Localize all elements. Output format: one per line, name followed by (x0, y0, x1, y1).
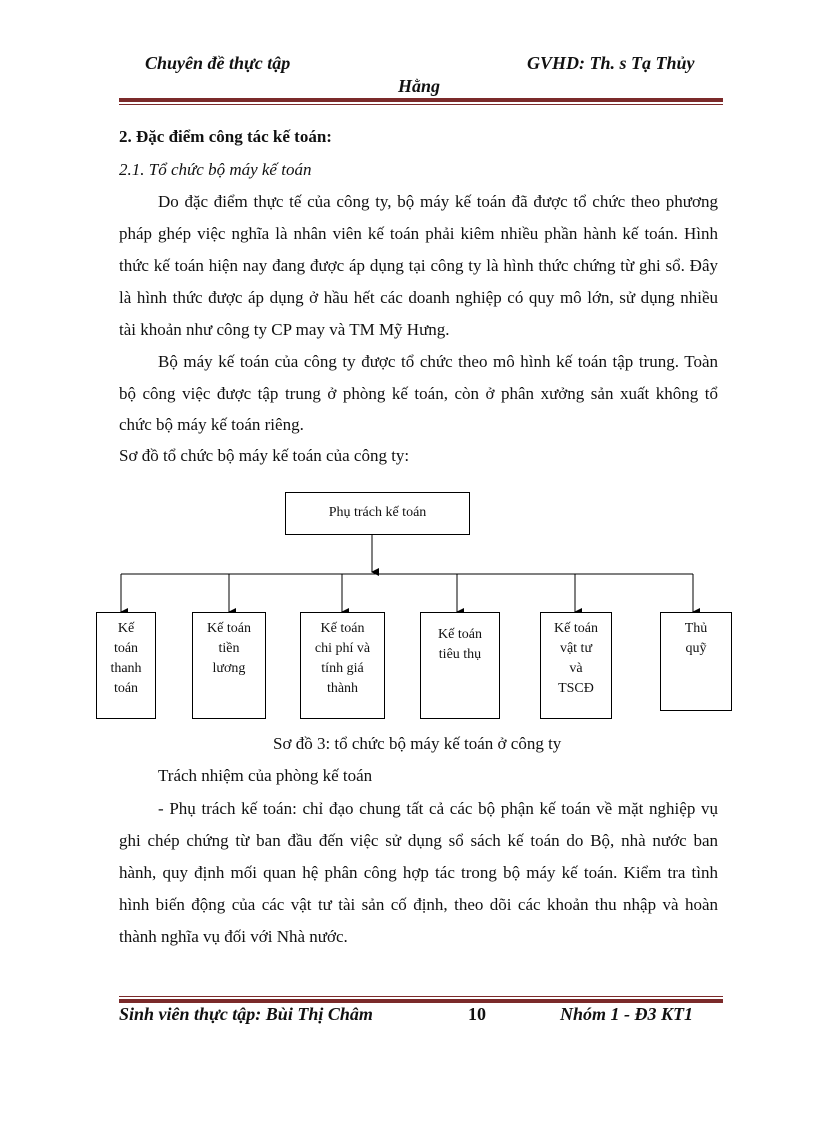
org-box-payment (96, 612, 156, 719)
para3-line: hình biến động của các vật tư tài sản cố định, theo dõi các khoản thu nhập và hoàn (119, 895, 718, 914)
org-box-head-label: Phụ trách kế toán (328, 505, 427, 520)
page-number: 10 (468, 1004, 486, 1024)
org-box-label: Kế toán tiêu thụ (438, 627, 482, 662)
diagram-caption: Sơ đồ 3: tổ chức bộ máy kế toán ở công ty (273, 734, 562, 753)
footer-rule-thick (119, 999, 723, 1003)
footer-group: Nhóm 1 - Đ3 KT1 (560, 1004, 694, 1024)
footer-rule-thin (119, 996, 723, 997)
org-box-salary (192, 612, 266, 719)
org-box-cost (300, 612, 385, 719)
header-right-continued: Hằng (398, 76, 441, 96)
diagram-intro: Sơ đồ tổ chức bộ máy kế toán của công ty: (119, 446, 410, 465)
org-box-head (285, 492, 470, 535)
para2-line: Bộ máy kế toán của công ty được tổ chức theo mô hình kế toán tập trung. Toàn (158, 352, 718, 371)
org-box-label: Kế toán tiền lương (207, 621, 251, 676)
para1-line: là hình thức được áp dụng ở hầu hết các doanh nghiệp có quy mô lớn, sử dụng nhiều (119, 288, 718, 307)
section-subheading: 2.1. Tổ chức bộ máy kế toán (119, 160, 312, 179)
org-box-treasurer (660, 612, 732, 711)
para1-line: pháp ghép việc nghĩa là nhân viên kế toán phải kiêm nhiều phần hành kế toán. Hình (119, 224, 718, 243)
org-box-label: Kế toán vật tư và TSCĐ (554, 621, 598, 696)
org-box-label: Kế toán chi phí và tính giá thành (314, 621, 371, 696)
header-right: GVHD: Th. s Tạ Thủy (527, 53, 695, 73)
para3-line: hành, quy định mối quan hệ phân công hợp tác trong bộ máy kế toán. Kiểm tra tình (119, 863, 718, 882)
para1-line: thức kế toán hiện nay đang được áp dụng tại công ty là hình thức chứng từ ghi sổ. Đây (119, 256, 718, 275)
org-box-label: Thủ quỹ (684, 621, 708, 656)
org-box-materials (540, 612, 612, 719)
para2-line: chức bộ máy kế toán riêng. (119, 415, 304, 434)
para3-line: ghi chép chứng từ ban đầu đến việc sử dụng sổ sách kế toán do Bộ, nhà nước ban (119, 831, 718, 850)
para1-line: tài khoản như công ty CP may và TM Mỹ Hưng. (119, 320, 450, 339)
para3-line: thành nghĩa vụ đối với Nhà nước. (119, 927, 348, 946)
para1-line: Do đặc điểm thực tế của công ty, bộ máy kế toán đã được tổ chức theo phương (158, 192, 718, 211)
para2-line: bộ công việc được tập trung ở phòng kế toán, còn ở phân xưởng sản xuất không tổ (119, 384, 718, 403)
footer-student: Sinh viên thực tập: Bùi Thị Châm (119, 1004, 373, 1024)
header-left: Chuyên đề thực tập (145, 53, 291, 73)
responsibility-title: Trách nhiệm của phòng kế toán (158, 766, 373, 785)
org-box-label: Kế toán thanh toán (110, 621, 142, 696)
org-box-sales (420, 612, 500, 719)
para3-line: - Phụ trách kế toán: chỉ đạo chung tất cả các bộ phận kế toán về mặt nghiệp vụ (158, 799, 718, 818)
section-heading: 2. Đặc điểm công tác kế toán: (119, 127, 332, 146)
